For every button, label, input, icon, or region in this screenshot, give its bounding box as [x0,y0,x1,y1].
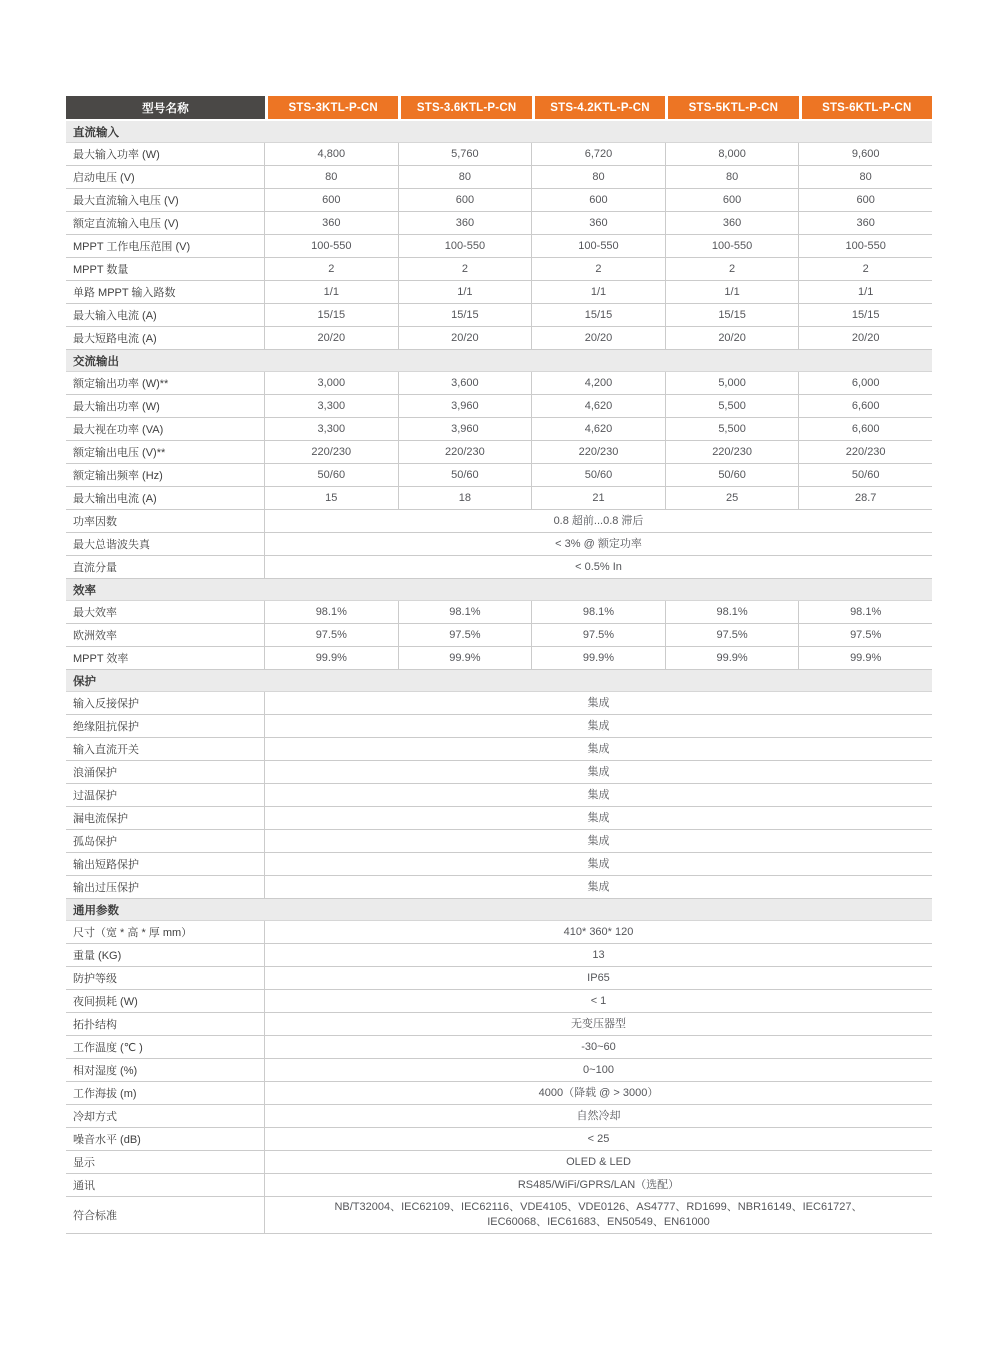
table-body [66,121,932,1234]
row-value: 97.5% [265,624,399,646]
row-value: 5,760 [399,143,533,165]
row-label: 过温保护 [66,784,265,806]
table-row [66,372,932,395]
table-row [66,487,932,510]
row-value: 2 [532,258,666,280]
row-value: 600 [399,189,533,211]
row-label: 浪涌保护 [66,761,265,783]
row-value-merged: 集成 [587,857,610,870]
row-value: 15/15 [265,304,399,326]
row-label: 漏电流保护 [66,807,265,829]
row-value: 80 [399,166,533,188]
row-value-merged: 0.8 超前...0.8 滞后 [553,514,644,527]
row-label: 最大输出电流 (A) [66,487,265,509]
row-value-merged: 集成 [587,811,610,824]
row-value-merged: 13 [592,948,605,961]
row-value: 5,500 [666,418,800,440]
row-value: 100-550 [845,240,886,252]
row-label: 工作海拔 (m) [66,1082,265,1104]
table-row [66,1197,932,1234]
row-value: 99.9% [850,652,882,664]
row-label: 显示 [66,1151,265,1173]
row-value: 600 [532,189,666,211]
row-value-merged: < 0.5% In [575,560,622,573]
row-value-merged: 集成 [587,880,610,893]
row-label: 启动电压 (V) [66,166,265,188]
table-row [66,143,932,166]
row-label: 最大视在功率 (VA) [66,418,265,440]
table-row [66,1174,932,1197]
row-value: 28.7 [854,492,877,504]
row-value-merged: RS485/WiFi/GPRS/LAN（选配） [517,1178,680,1191]
table-row [66,533,932,556]
table-row [66,395,932,418]
table-row [66,327,932,350]
table-row [66,556,932,579]
row-value: 360 [399,212,533,234]
table-row [66,441,932,464]
row-value: 50/60 [532,464,666,486]
row-value: 3,000 [265,372,399,394]
row-value: 100-550 [265,235,399,257]
row-value: 20/20 [532,327,666,349]
row-label: 相对湿度 (%) [66,1059,265,1081]
row-value: 50/60 [265,464,399,486]
table-row [66,784,932,807]
row-value: 98.1% [666,601,800,623]
row-label: 输入反接保护 [66,692,265,714]
table-row [66,715,932,738]
header-model-4: STS-5KTL-P-CN [668,96,798,119]
row-label: 欧洲效率 [66,624,265,646]
table-row [66,166,932,189]
row-value-merged: 集成 [587,834,610,847]
row-value: 15/15 [851,309,880,321]
row-label: 最大直流输入电压 (V) [66,189,265,211]
row-value: 3,300 [265,395,399,417]
table-row [66,1151,932,1174]
row-label: 孤岛保护 [66,830,265,852]
row-value: 1/1 [265,281,399,303]
table-row [66,212,932,235]
row-value: 15/15 [666,304,800,326]
row-label: 额定输出频率 (Hz) [66,464,265,486]
row-value: 600 [856,194,875,206]
row-value: 4,200 [532,372,666,394]
row-value: 1/1 [666,281,800,303]
row-value-merged: IP65 [587,971,610,984]
row-value: 98.1% [532,601,666,623]
row-label: 防护等级 [66,967,265,989]
row-value-merged: < 1 [590,994,607,1007]
row-value-merged: NB/T32004、IEC62109、IEC62116、VDE4105、VDE0126、AS4777、RD1699、NBR16149、IEC61727、IEC60068、IEC61683、EN50549、EN61000 [334,1201,863,1228]
row-value: 100-550 [666,235,800,257]
table-row [66,967,932,990]
row-label: 重量 (KG) [66,944,265,966]
row-value-merged: 集成 [587,742,610,755]
row-value: 99.9% [532,647,666,669]
row-value: 1/1 [858,286,874,298]
row-label: MPPT 效率 [66,647,265,669]
table-row [66,258,932,281]
row-label: 功率因数 [66,510,265,532]
row-value: 4,800 [265,143,399,165]
row-value: 97.5% [532,624,666,646]
row-value: 97.5% [666,624,800,646]
row-label: 额定输出电压 (V)** [66,441,265,463]
row-value: 6,600 [851,423,880,435]
row-value: 80 [265,166,399,188]
row-value-merged: -30~60 [581,1040,616,1053]
row-value: 97.5% [399,624,533,646]
row-value-merged: 集成 [587,765,610,778]
header-model-1: STS-3KTL-P-CN [268,96,398,119]
row-value: 15 [265,487,399,509]
row-value-merged: 无变压器型 [571,1017,626,1030]
row-label: 夜间损耗 (W) [66,990,265,1012]
row-label: 输出短路保护 [66,853,265,875]
row-value: 3,300 [265,418,399,440]
table-row [66,853,932,876]
row-value-merged: < 3% @ 额定功率 [555,537,642,550]
row-label: 冷却方式 [66,1105,265,1127]
row-value-merged: 集成 [587,788,610,801]
row-value-merged: 0~100 [583,1063,614,1076]
row-value: 80 [859,171,872,183]
section-header: 交流输出 [66,350,932,372]
row-value: 2 [265,258,399,280]
section-header: 效率 [66,579,932,601]
row-value: 5,000 [666,372,800,394]
row-label: MPPT 工作电压范围 (V) [66,235,265,257]
row-value: 20/20 [399,327,533,349]
row-value: 3,600 [399,372,533,394]
table-row [66,304,932,327]
row-value: 6,600 [851,400,880,412]
row-value: 220/230 [265,441,399,463]
row-value: 21 [532,487,666,509]
row-value: 600 [265,189,399,211]
row-value: 5,500 [666,395,800,417]
table-row [66,1036,932,1059]
row-label: 绝缘阻抗保护 [66,715,265,737]
row-value: 2 [399,258,533,280]
row-value: 220/230 [532,441,666,463]
table-row [66,944,932,967]
row-label: 额定输出功率 (W)** [66,372,265,394]
header-model-5: STS-6KTL-P-CN [802,96,932,119]
row-value: 360 [856,217,875,229]
table-row [66,281,932,304]
row-value: 98.1% [850,606,882,618]
row-label: 输出过压保护 [66,876,265,898]
table-row [66,990,932,1013]
section-header: 通用参数 [66,899,932,921]
table-row [66,876,932,899]
table-row [66,738,932,761]
table-row [66,807,932,830]
row-value: 3,960 [399,418,533,440]
row-value: 99.9% [399,647,533,669]
row-value: 220/230 [845,446,886,458]
row-value: 3,960 [399,395,533,417]
header-model-3: STS-4.2KTL-P-CN [535,96,665,119]
header-model-2: STS-3.6KTL-P-CN [401,96,531,119]
row-label: 额定直流输入电压 (V) [66,212,265,234]
row-value: 220/230 [399,441,533,463]
table-row [66,418,932,441]
table-row [66,1082,932,1105]
row-value-merged: 410* 360* 120 [563,925,634,938]
table-row [66,510,932,533]
row-label: 最大效率 [66,601,265,623]
row-value: 600 [666,189,800,211]
section-header: 保护 [66,670,932,692]
row-value: 1/1 [399,281,533,303]
row-value-merged: 4000（降载 @ > 3000） [538,1086,659,1099]
row-value: 20/20 [851,332,880,344]
header-model-name-label: 型号名称 [66,96,265,119]
row-value: 25 [666,487,800,509]
row-label: 符合标准 [66,1197,265,1233]
table-row [66,1059,932,1082]
table-row [66,647,932,670]
row-value: 50/60 [666,464,800,486]
row-value-merged: 集成 [587,719,610,732]
row-label: 最大输入电流 (A) [66,304,265,326]
table-row [66,830,932,853]
row-value: 100-550 [399,235,533,257]
row-value: 97.5% [850,629,882,641]
table-row [66,624,932,647]
row-label: 最大输入功率 (W) [66,143,265,165]
section-header: 直流输入 [66,121,932,143]
row-label: 尺寸（宽 * 高 * 厚 mm） [66,921,265,943]
row-value: 8,000 [666,143,800,165]
row-value-merged: OLED & LED [566,1155,631,1168]
row-value: 360 [666,212,800,234]
row-value: 20/20 [666,327,800,349]
table-row [66,1013,932,1036]
spec-table [66,96,932,1234]
table-row [66,1105,932,1128]
row-value: 50/60 [399,464,533,486]
row-label: 噪音水平 (dB) [66,1128,265,1150]
row-value: 98.1% [265,601,399,623]
row-value: 18 [399,487,533,509]
row-label: 工作温度 (℃ ) [66,1036,265,1058]
table-row [66,921,932,944]
row-value: 2 [666,258,800,280]
row-value-merged: 自然冷却 [576,1109,621,1122]
table-header-row [66,96,932,119]
table-row [66,601,932,624]
row-value: 15/15 [399,304,533,326]
row-value: 4,620 [532,395,666,417]
row-label: MPPT 数量 [66,258,265,280]
row-label: 直流分量 [66,556,265,578]
row-value: 99.9% [265,647,399,669]
row-value: 15/15 [532,304,666,326]
row-label: 输入直流开关 [66,738,265,760]
row-label: 最大短路电流 (A) [66,327,265,349]
row-value-merged: < 25 [587,1132,610,1145]
table-row [66,1128,932,1151]
row-value: 9,600 [851,148,880,160]
table-row [66,235,932,258]
row-value: 98.1% [399,601,533,623]
row-label: 最大总谐波失真 [66,533,265,555]
table-row [66,464,932,487]
row-value: 80 [666,166,800,188]
row-value: 1/1 [532,281,666,303]
row-value: 220/230 [666,441,800,463]
row-label: 最大输出功率 (W) [66,395,265,417]
row-label: 拓扑结构 [66,1013,265,1035]
row-value: 99.9% [666,647,800,669]
table-row [66,189,932,212]
row-value: 6,720 [532,143,666,165]
row-label: 通讯 [66,1174,265,1196]
row-value: 360 [532,212,666,234]
row-value: 100-550 [532,235,666,257]
table-row [66,761,932,784]
row-value-merged: 集成 [587,696,610,709]
row-label: 单路 MPPT 输入路数 [66,281,265,303]
row-value: 20/20 [265,327,399,349]
row-value: 50/60 [851,469,880,481]
row-value: 4,620 [532,418,666,440]
row-value: 360 [265,212,399,234]
row-value: 80 [532,166,666,188]
row-value: 6,000 [851,377,880,389]
row-value: 2 [862,263,869,275]
table-row [66,692,932,715]
